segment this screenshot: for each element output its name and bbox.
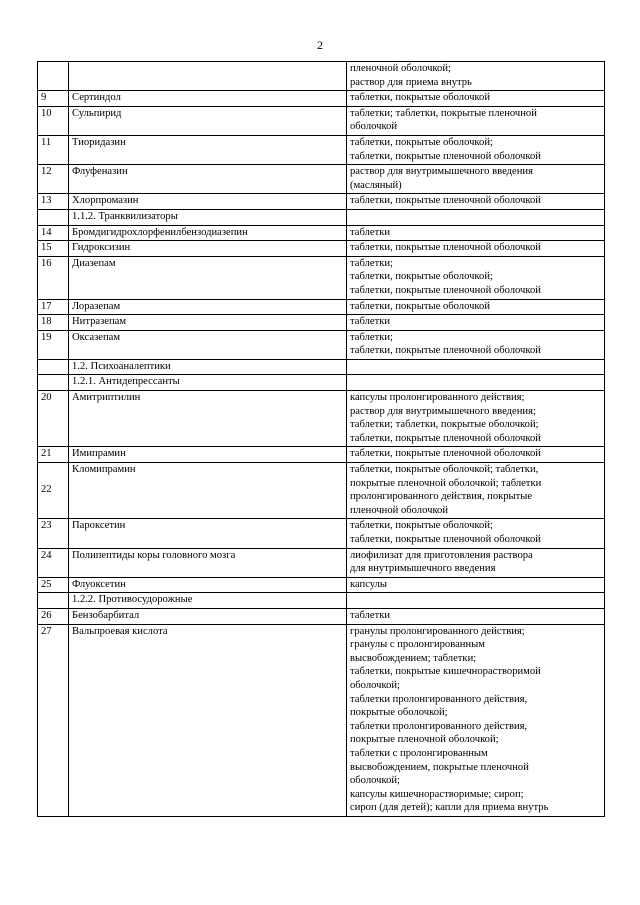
dosage-form-line: таблетки, покрытые оболочкой; <box>350 520 493 532</box>
dosage-form-line: высвобождением; таблетки; <box>350 652 477 664</box>
dosage-forms <box>347 463 605 519</box>
dosage-form-line: таблетки пролонгированного действия, <box>350 693 528 705</box>
table-row <box>38 299 605 315</box>
drug-name: Бензобарбитал <box>69 608 347 624</box>
dosage-forms <box>347 315 605 331</box>
dosage-form-line: пролонгированного действия, покрытые <box>350 491 533 503</box>
dosage-forms <box>347 548 605 577</box>
dosage-form-line: таблетки <box>350 316 391 328</box>
row-number: 17 <box>38 299 69 315</box>
dosage-form-line: оболочкой; <box>350 679 400 691</box>
row-number: 20 <box>38 391 69 447</box>
section-heading <box>69 62 347 91</box>
section-heading-row <box>38 209 605 225</box>
dosage-form-line: таблетки, покрытые оболочкой; <box>350 136 493 148</box>
dosage-forms <box>347 577 605 593</box>
dosage-forms <box>347 62 605 91</box>
row-number: 18 <box>38 315 69 331</box>
dosage-form-line: раствор для внутримышечного введения <box>350 166 533 178</box>
dosage-form-line: капсулы кишечнорастворимые; сироп; <box>350 788 524 800</box>
row-number: 16 <box>38 256 69 299</box>
dosage-form-line: таблетки; <box>350 257 393 269</box>
row-number: 24 <box>38 548 69 577</box>
dosage-form-line: таблетки пролонгированного действия, <box>350 720 528 732</box>
drug-name: Вальпроевая кислота <box>69 624 347 816</box>
drug-name: Гидроксизин <box>69 241 347 257</box>
dosage-form-line: покрытые оболочкой; <box>350 707 448 719</box>
drug-name: Сертиндол <box>69 91 347 107</box>
dosage-form-line: таблетки, покрытые оболочкой; таблетки, <box>350 464 539 476</box>
row-number: 26 <box>38 608 69 624</box>
table-row <box>38 624 605 816</box>
row-number: 21 <box>38 447 69 463</box>
dosage-form-line: гранулы с пролонгированным <box>350 639 485 651</box>
dosage-forms <box>347 608 605 624</box>
section-heading: 1.2.2. Противосудорожные <box>69 593 347 609</box>
table-row <box>38 256 605 299</box>
drug-name: Флуоксетин <box>69 577 347 593</box>
dosage-form-line: таблетки, покрытые пленочной оболочкой <box>350 432 541 444</box>
dosage-form-line: таблетки; таблетки, покрытые пленочной <box>350 107 537 119</box>
dosage-form-line: таблетки, покрытые пленочной оболочкой <box>350 284 541 296</box>
page-number: 2 <box>317 38 323 52</box>
table-row <box>38 241 605 257</box>
dosage-form-line: таблетки, покрытые пленочной оболочкой <box>350 195 541 207</box>
dosage-form-line: оболочкой; <box>350 775 400 787</box>
table-row <box>38 463 605 519</box>
table-row <box>38 91 605 107</box>
row-number: 14 <box>38 225 69 241</box>
dosage-form-line: таблетки, покрытые пленочной оболочкой <box>350 345 541 357</box>
dosage-forms <box>347 330 605 359</box>
dosage-form-line: таблетки; <box>350 331 393 343</box>
dosage-forms <box>347 299 605 315</box>
dosage-forms <box>347 391 605 447</box>
row-number: 10 <box>38 106 69 135</box>
row-number <box>38 375 69 391</box>
row-number: 25 <box>38 577 69 593</box>
row-number: 11 <box>38 135 69 164</box>
dosage-form-line: таблетки, покрытые оболочкой; <box>350 271 493 283</box>
dosage-forms <box>347 447 605 463</box>
dosage-form-line: капсулы пролонгированного действия; <box>350 392 525 404</box>
table-row <box>38 608 605 624</box>
dosage-form-line: гранулы пролонгированного действия; <box>350 625 525 637</box>
table-row <box>38 391 605 447</box>
row-number: 9 <box>38 91 69 107</box>
dosage-form-line: таблетки, покрытые пленочной оболочкой <box>350 448 541 460</box>
drug-name: Оксазепам <box>69 330 347 359</box>
drug-name: Полипептиды коры головного мозга <box>69 548 347 577</box>
dosage-form-line: таблетки, покрытые пленочной оболочкой <box>350 150 541 162</box>
drug-list-body <box>38 62 605 817</box>
table-row <box>38 135 605 164</box>
dosage-forms <box>347 375 605 391</box>
dosage-form-line: таблетки, покрытые пленочной оболочкой <box>350 534 541 545</box>
table-row <box>38 330 605 359</box>
continuation-row <box>38 62 605 91</box>
drug-name: Лоразепам <box>69 299 347 315</box>
table-row <box>38 106 605 135</box>
row-number <box>38 593 69 609</box>
table-row <box>38 447 605 463</box>
dosage-form-line: покрытые пленочной оболочкой; <box>350 734 499 746</box>
row-number: 22 <box>38 463 69 519</box>
table-row <box>38 577 605 593</box>
section-heading: 1.2. Психоаналептики <box>69 359 347 375</box>
dosage-forms <box>347 256 605 299</box>
dosage-forms <box>347 225 605 241</box>
section-heading-row <box>38 593 605 609</box>
dosage-form-line: пленочной оболочкой; <box>350 63 451 74</box>
dosage-form-line: таблетки с пролонгированным <box>350 747 488 759</box>
dosage-form-line: таблетки; таблетки, покрытые оболочкой; <box>350 419 539 431</box>
dosage-form-line: покрытые пленочной оболочкой; таблетки <box>350 477 542 489</box>
drug-name: Имипрамин <box>69 447 347 463</box>
row-number <box>38 62 69 91</box>
dosage-form-line: (масляный) <box>350 179 402 191</box>
dosage-forms <box>347 91 605 107</box>
row-number: 15 <box>38 241 69 257</box>
section-heading-row <box>38 375 605 391</box>
section-heading-row <box>38 359 605 375</box>
table-row <box>38 519 605 548</box>
dosage-form-line: таблетки, покрытые пленочной оболочкой <box>350 242 541 254</box>
dosage-form-line: таблетки <box>350 609 391 621</box>
drug-name: Нитразепам <box>69 315 347 331</box>
dosage-form-line: высвобождением, покрытые пленочной <box>350 761 529 773</box>
dosage-forms <box>347 519 605 548</box>
dosage-form-line: раствор для приема внутрь <box>350 76 472 88</box>
dosage-form-line: капсулы <box>350 578 388 590</box>
dosage-form-line: таблетки, покрытые кишечнорастворимой <box>350 666 541 678</box>
drug-name: Амитриптилин <box>69 391 347 447</box>
dosage-form-line: оболочкой <box>350 121 398 133</box>
drug-name: Тиоридазин <box>69 135 347 164</box>
dosage-form-line: пленочной оболочкой <box>350 504 449 516</box>
dosage-forms <box>347 165 605 194</box>
table-row <box>38 165 605 194</box>
dosage-form-line: лиофилизат для приготовления раствора <box>350 549 533 561</box>
dosage-forms <box>347 593 605 609</box>
section-heading: 1.1.2. Транквилизаторы <box>69 209 347 225</box>
dosage-forms <box>347 194 605 210</box>
dosage-form-line: раствор для внутримышечного введения; <box>350 405 536 417</box>
row-number: 13 <box>38 194 69 210</box>
drug-name: Флуфеназин <box>69 165 347 194</box>
row-number: 27 <box>38 624 69 816</box>
dosage-forms <box>347 359 605 375</box>
dosage-form-line: для внутримышечного введения <box>350 563 496 575</box>
dosage-forms <box>347 241 605 257</box>
row-number: 23 <box>38 519 69 548</box>
row-number: 19 <box>38 330 69 359</box>
drug-list-table <box>37 61 605 817</box>
row-number <box>38 209 69 225</box>
dosage-form-line: таблетки, покрытые оболочкой <box>350 300 490 312</box>
drug-name: Хлорпромазин <box>69 194 347 210</box>
table-row <box>38 225 605 241</box>
drug-name: Кломипрамин <box>69 463 347 519</box>
table-row <box>38 315 605 331</box>
dosage-form-line: таблетки, покрытые оболочкой <box>350 92 490 104</box>
dosage-forms <box>347 135 605 164</box>
table-row <box>38 194 605 210</box>
drug-name: Диазепам <box>69 256 347 299</box>
dosage-forms <box>347 106 605 135</box>
dosage-forms <box>347 624 605 816</box>
row-number <box>38 359 69 375</box>
drug-name: Сульпирид <box>69 106 347 135</box>
table-row <box>38 548 605 577</box>
row-number: 12 <box>38 165 69 194</box>
section-heading: 1.2.1. Антидепрессанты <box>69 375 347 391</box>
drug-name: Бромдигидрохлорфенилбензодиазепин <box>69 225 347 241</box>
dosage-forms <box>347 209 605 225</box>
drug-name: Пароксетин <box>69 519 347 548</box>
dosage-form-line: сироп (для детей); капли для приема внутрь <box>350 802 549 814</box>
dosage-form-line: таблетки <box>350 226 391 238</box>
